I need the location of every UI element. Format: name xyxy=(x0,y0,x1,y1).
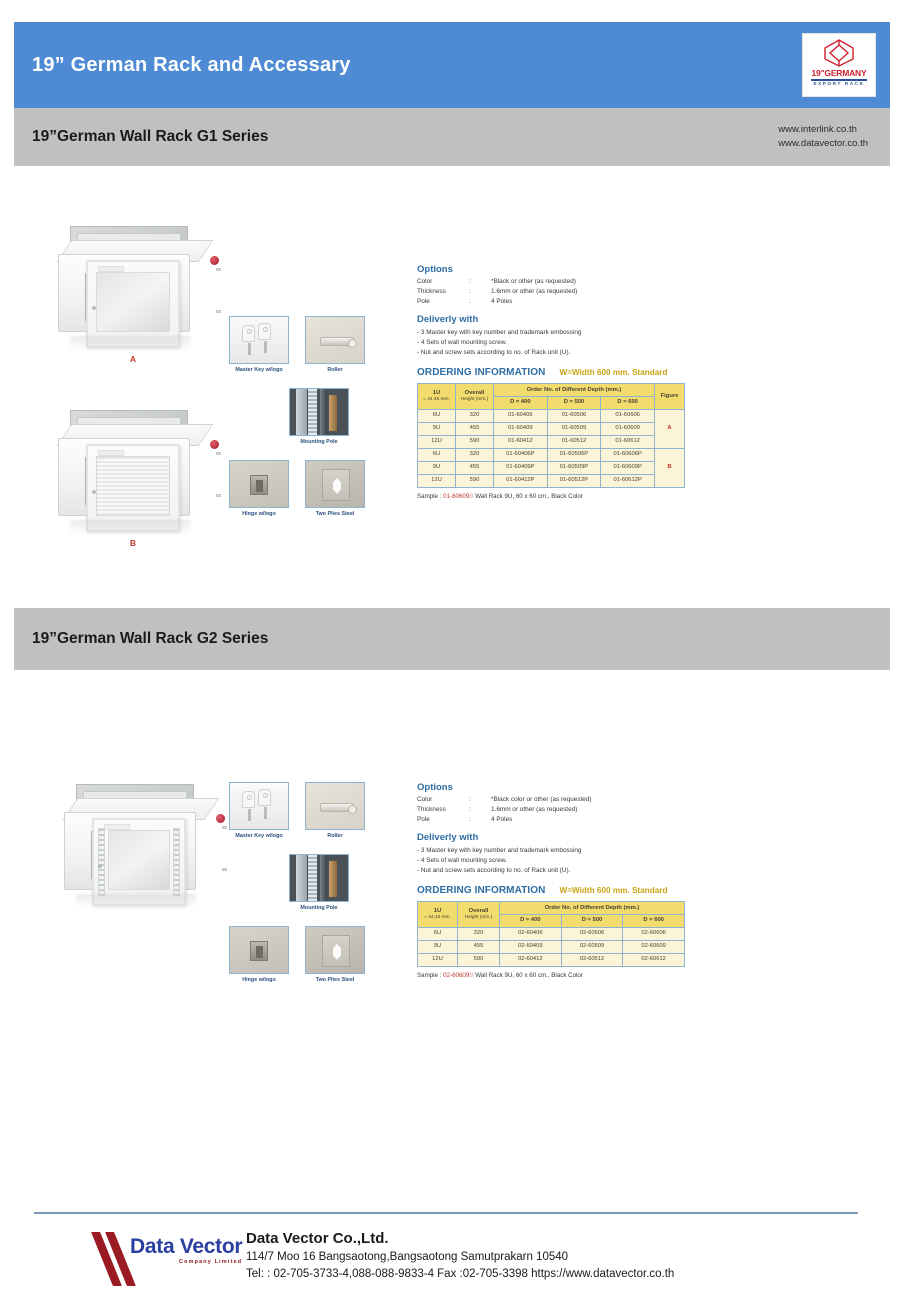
link-datavector[interactable]: www.datavector.co.th xyxy=(778,138,868,149)
option-key: Thickness xyxy=(417,287,446,295)
accessory-caption: Master Key w/logo xyxy=(235,367,283,373)
door-handle xyxy=(92,306,96,310)
cell-sku: 01-60612P xyxy=(601,474,655,487)
cell-sku: 02-60612 xyxy=(623,953,685,966)
g2-specifications xyxy=(409,782,886,984)
footer-contact-info xyxy=(246,1228,674,1284)
delivery-item: - 3 Master key with key number and trademark embossing xyxy=(417,329,582,337)
accessory-caption: Hinge w/logo xyxy=(242,976,276,983)
ordering-note: W=Width 600 mm. Standard xyxy=(559,886,668,896)
col-depth-500: D = 500 xyxy=(561,914,623,927)
option-row xyxy=(417,298,577,308)
sample-line-g1 xyxy=(417,493,886,500)
accessory-hinge[interactable] xyxy=(229,926,289,984)
cell-sku: 01-60512P xyxy=(547,474,601,487)
footer-company-name: Data Vector Co.,Ltd. xyxy=(246,1230,389,1247)
rack-side-bolt xyxy=(216,268,221,271)
g2-accessory-grid xyxy=(229,782,409,984)
master-key-thumb xyxy=(229,316,289,364)
door-louver-panel xyxy=(96,456,170,516)
options-table xyxy=(417,278,577,307)
delivery-list xyxy=(417,328,886,358)
accessory-two-plies-steel[interactable] xyxy=(305,460,365,518)
col-height xyxy=(456,384,494,410)
cell-height: 455 xyxy=(456,461,494,474)
cell-sku: 01-60509 xyxy=(547,422,601,435)
cell-unit: 6U xyxy=(418,448,456,461)
cell-sku: 01-60409 xyxy=(494,422,548,435)
ordering-title: ORDERING INFORMATION xyxy=(417,885,546,897)
option-sep: : xyxy=(469,287,471,295)
ordering-note: W=Width 600 mm. Standard xyxy=(559,368,668,378)
accessory-row-2 xyxy=(229,854,409,912)
delivery-item: - 4 Sets of wall mounting screw. xyxy=(417,339,507,347)
table-row xyxy=(418,448,685,461)
option-value: 1.6mm or other (as requested) xyxy=(491,805,578,813)
accessory-master-key[interactable] xyxy=(229,782,289,840)
table-row xyxy=(418,940,685,953)
col-unit-sub: = 44.45 mm. xyxy=(423,397,450,403)
option-value: *Black color or other (as requested) xyxy=(491,796,592,803)
master-key-thumb xyxy=(229,782,289,830)
accessory-row-1 xyxy=(229,782,409,840)
option-key: Pole xyxy=(417,815,430,823)
accessory-row-3 xyxy=(229,926,409,984)
germany-brand-logo xyxy=(802,33,876,97)
cell-sku: 01-60406 xyxy=(494,409,548,422)
sample-desc: Wall Rack 9U, 60 x 60 cm., Black Color xyxy=(475,492,583,500)
sample-sku: 02-60609 xyxy=(443,971,470,979)
page-top-margin xyxy=(0,0,900,22)
cell-sku: 01-60512 xyxy=(547,435,601,448)
option-sep: : xyxy=(469,796,471,803)
sample-line-g2 xyxy=(417,972,886,979)
door-glass-panel xyxy=(96,272,170,332)
door-glass-panel xyxy=(108,830,170,890)
accessory-row-1 xyxy=(229,316,409,374)
cell-height: 590 xyxy=(458,953,500,966)
section-bar-g1 xyxy=(14,108,890,166)
option-key: Pole xyxy=(417,297,430,305)
col-depth-400: D = 400 xyxy=(494,396,548,409)
datavector-logo-name: Data Vector xyxy=(130,1235,243,1258)
option-value: 4 Poles xyxy=(491,297,513,305)
cell-height: 320 xyxy=(456,409,494,422)
accessory-caption: Two Plies Steel xyxy=(315,976,355,983)
cell-sku: 01-60612 xyxy=(601,435,655,448)
product-figure-g2 xyxy=(56,782,229,908)
accessory-roller[interactable] xyxy=(305,782,365,840)
accessory-mounting-pole[interactable] xyxy=(289,854,349,912)
delivery-item: - Nut and screw sets according to no. of Rack unit (U). xyxy=(417,867,571,875)
accessory-caption: Mounting Pole xyxy=(300,904,338,911)
g1-accessory-grid xyxy=(229,224,409,548)
options-table xyxy=(417,796,592,825)
cell-unit: 9U xyxy=(418,422,456,435)
cell-sku: 02-60406 xyxy=(500,927,562,940)
option-row xyxy=(417,816,592,826)
mounting-pole-thumb xyxy=(289,388,349,436)
ordering-header xyxy=(417,367,886,378)
accessory-caption: Master Key w/logo xyxy=(235,833,283,839)
cell-unit: 9U xyxy=(418,940,458,953)
rack-reflection xyxy=(70,336,190,350)
accessory-caption: Roller xyxy=(327,833,343,839)
cell-sku: 02-60409 xyxy=(500,940,562,953)
datavector-logo xyxy=(96,1228,246,1290)
accessory-row-2 xyxy=(229,388,409,446)
datavector-logo-sub: Company Limited xyxy=(179,1259,243,1265)
page-footer xyxy=(0,1212,900,1300)
section-title-g1: 19”German Wall Rack G1 Series xyxy=(32,128,269,145)
sample-sku-tail: B xyxy=(469,971,474,979)
table-row xyxy=(418,409,685,422)
figure-label-a: A xyxy=(129,354,137,364)
cell-unit: 9U xyxy=(418,461,456,474)
sample-desc: Wall Rack 9U, 60 x 60 cm., Black Color xyxy=(475,971,583,979)
cell-figure: A xyxy=(655,409,685,448)
cell-sku: 02-60412 xyxy=(500,953,562,966)
series-g1 xyxy=(0,166,900,548)
rack-lock-icon xyxy=(210,256,219,265)
accessory-caption: Roller xyxy=(327,367,343,373)
cell-height: 590 xyxy=(456,435,494,448)
col-unit-main: 1U xyxy=(433,907,442,914)
table-row xyxy=(418,474,685,487)
germany-logo-name: 19"GERMANY xyxy=(811,68,867,78)
ordering-table-g1 xyxy=(417,383,685,488)
page-header xyxy=(14,22,890,108)
option-row xyxy=(417,796,592,806)
cell-unit: 6U xyxy=(418,409,456,422)
table-row xyxy=(418,461,685,474)
door-handle xyxy=(92,490,96,494)
cell-height: 320 xyxy=(458,927,500,940)
table-row xyxy=(418,953,685,966)
accessory-roller[interactable] xyxy=(305,316,365,374)
cell-unit: 6U xyxy=(418,927,458,940)
option-row xyxy=(417,288,577,298)
rack-side-bolt xyxy=(222,868,227,871)
option-sep: : xyxy=(469,805,471,813)
cell-sku: 01-60409P xyxy=(494,461,548,474)
col-height-sub: Height (mm.) xyxy=(460,397,489,403)
cell-sku: 01-60412 xyxy=(494,435,548,448)
cell-sku: 02-60506 xyxy=(561,927,623,940)
rack-door-louver xyxy=(86,444,180,532)
cell-sku: 02-60512 xyxy=(561,953,623,966)
cell-sku: 01-60506 xyxy=(547,409,601,422)
options-heading: Options xyxy=(417,782,453,793)
rack-lock-icon xyxy=(216,814,225,823)
option-row xyxy=(417,278,577,288)
accessory-master-key[interactable] xyxy=(229,316,289,374)
option-value: *Black or other (as requested) xyxy=(491,278,576,285)
cell-height: 455 xyxy=(456,422,494,435)
col-depth-600: D = 600 xyxy=(623,914,685,927)
product-figure-b xyxy=(50,408,229,548)
delivery-item: - 4 Sets of wall mounting screw. xyxy=(417,857,507,865)
col-depth-group: Order No. of Different Depth (mm.) xyxy=(494,384,655,397)
rack-door-glass-vent xyxy=(92,818,186,906)
hinge-thumb xyxy=(229,460,289,508)
delivery-item: - 3 Master key with key number and trademark embossing xyxy=(417,847,582,855)
ordering-header-row xyxy=(418,384,685,397)
option-key: Thickness xyxy=(417,805,446,813)
cell-figure: B xyxy=(655,448,685,487)
two-plies-steel-thumb xyxy=(305,460,365,508)
cell-unit: 12U xyxy=(418,435,456,448)
rack-side-bolt xyxy=(216,310,221,313)
section-title-g2: 19”German Wall Rack G2 Series xyxy=(32,630,269,647)
cell-sku: 02-60606 xyxy=(623,927,685,940)
rack-illustration-g2 xyxy=(56,782,222,908)
roller-thumb xyxy=(305,782,365,830)
cell-unit: 12U xyxy=(418,953,458,966)
accessory-row-3 xyxy=(229,460,409,518)
two-plies-steel-thumb xyxy=(305,926,365,974)
col-height-main: Overall xyxy=(464,389,485,396)
sample-sku: 01-60609 xyxy=(443,492,470,500)
product-figure-a xyxy=(50,224,229,364)
col-figure: Figure xyxy=(655,384,685,410)
accessory-hinge[interactable] xyxy=(229,460,289,518)
accessory-caption: Mounting Pole xyxy=(300,438,338,445)
option-row xyxy=(417,806,592,816)
cell-height: 590 xyxy=(456,474,494,487)
sample-label: Sample : xyxy=(417,971,442,979)
col-depth-500: D = 500 xyxy=(547,396,601,409)
table-row xyxy=(418,927,685,940)
col-unit-main: 1U xyxy=(432,389,441,396)
option-key: Color xyxy=(417,796,433,803)
page-title: 19” German Rack and Accessary xyxy=(32,53,351,76)
accessory-caption: Two Plies Steel xyxy=(315,510,355,517)
cell-sku: 01-60609P xyxy=(601,461,655,474)
col-depth-600: D = 600 xyxy=(601,396,655,409)
col-unit xyxy=(418,902,458,928)
col-height xyxy=(458,902,500,928)
accessory-two-plies-steel[interactable] xyxy=(305,926,365,984)
table-row xyxy=(418,435,685,448)
g1-product-figures xyxy=(14,224,229,548)
cell-height: 320 xyxy=(456,448,494,461)
figure-label-b: B xyxy=(129,538,137,548)
delivery-list xyxy=(417,846,886,876)
ordering-header xyxy=(417,885,886,896)
datavector-logo-text xyxy=(130,1236,242,1265)
cell-sku: 01-60609 xyxy=(601,422,655,435)
option-sep: : xyxy=(469,297,471,305)
diamond-cube-icon xyxy=(822,38,856,68)
series-g2 xyxy=(0,670,900,984)
cell-sku: 01-60412P xyxy=(494,474,548,487)
cell-sku: 02-60509 xyxy=(561,940,623,953)
cell-sku: 01-60606 xyxy=(601,409,655,422)
hinge-thumb xyxy=(229,926,289,974)
door-handle xyxy=(98,864,102,868)
col-unit-sub: = 44.45 mm. xyxy=(424,915,451,921)
door-vent-strip-right xyxy=(173,828,180,896)
col-height-sub: Height (mm.) xyxy=(464,915,493,921)
option-sep: : xyxy=(469,278,471,285)
rack-reflection xyxy=(76,894,196,908)
cell-sku: 01-60606P xyxy=(601,448,655,461)
rack-reflection xyxy=(70,520,190,534)
mounting-pole-thumb xyxy=(289,854,349,902)
cell-height: 455 xyxy=(458,940,500,953)
cell-sku: 02-60609 xyxy=(623,940,685,953)
rack-illustration-a xyxy=(50,224,216,350)
door-vent-strip-left xyxy=(98,828,105,896)
ordering-title: ORDERING INFORMATION xyxy=(417,367,546,379)
rack-illustration-b xyxy=(50,408,216,534)
cell-sku: 01-60506P xyxy=(547,448,601,461)
link-interlink[interactable]: www.interlink.co.th xyxy=(778,124,857,136)
ordering-header-row xyxy=(418,902,685,915)
option-key: Color xyxy=(417,278,433,285)
rack-side-bolt xyxy=(222,826,227,829)
ordering-table-g2 xyxy=(417,901,685,967)
table-row xyxy=(418,422,685,435)
cell-sku: 01-60406P xyxy=(494,448,548,461)
delivery-heading: Deliverly with xyxy=(417,314,479,326)
rack-side-bolt xyxy=(216,494,221,497)
col-depth-400: D = 400 xyxy=(500,914,562,927)
accessory-caption: Hinge w/logo xyxy=(242,510,276,517)
footer-address: 114/7 Moo 16 Bangsaotong,Bangsaotong Samutprakarn 10540 xyxy=(246,1251,569,1263)
col-height-main: Overall xyxy=(468,907,489,914)
footer-contact: Tel: : 02-705-3733-4,088-088-9833-4 Fax :02-705-3398 https://www.datavector.co.th xyxy=(246,1268,675,1281)
cell-sku: 01-60509P xyxy=(547,461,601,474)
option-value: 4 Poles xyxy=(491,815,513,823)
sample-sku-tail: B xyxy=(469,492,474,500)
delivery-heading: Deliverly with xyxy=(417,832,479,844)
rack-lock-icon xyxy=(210,440,219,449)
g1-specifications xyxy=(409,224,886,548)
section-bar-g2 xyxy=(14,608,890,670)
rack-door-glass xyxy=(86,260,180,348)
germany-logo-sub: EXPORT RACK xyxy=(813,80,865,86)
cell-unit: 12U xyxy=(418,474,456,487)
g2-product-figures xyxy=(14,782,229,984)
option-value: 1.6mm or other (as requested) xyxy=(491,287,578,295)
sample-label: Sample : xyxy=(417,492,442,500)
col-unit xyxy=(418,384,456,410)
rack-side-bolt xyxy=(216,452,221,455)
options-heading: Options xyxy=(417,264,453,275)
option-sep: : xyxy=(469,815,471,823)
col-depth-group: Order No. of Different Depth (mm.) xyxy=(500,902,685,915)
website-links xyxy=(778,123,868,151)
roller-thumb xyxy=(305,316,365,364)
delivery-item: - Nut and screw sets according to no. of Rack unit (U). xyxy=(417,349,571,357)
accessory-mounting-pole[interactable] xyxy=(289,388,349,446)
